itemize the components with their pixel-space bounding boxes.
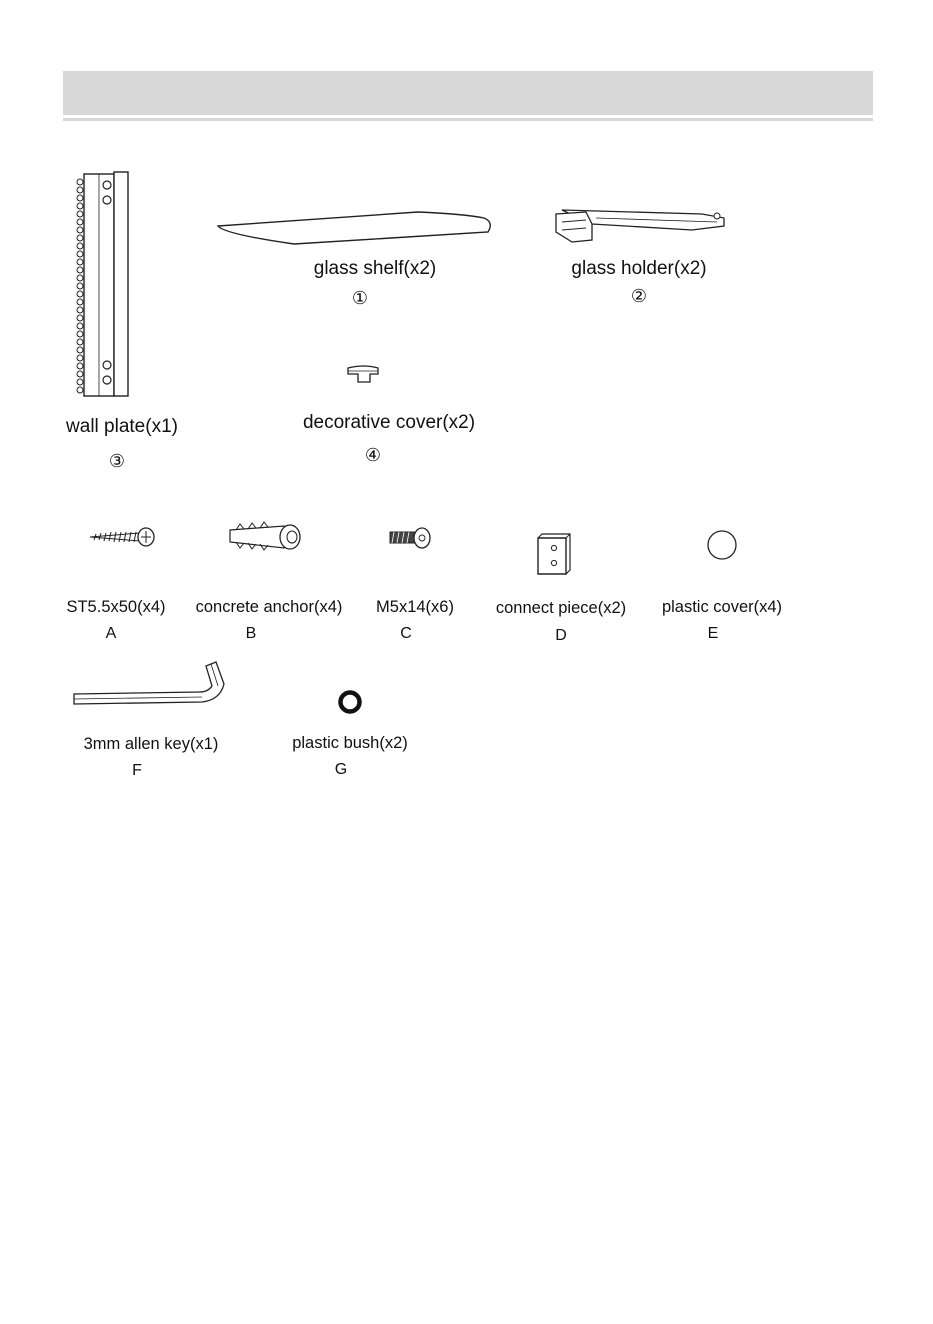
- wall-plate-index: ③: [108, 451, 126, 471]
- decorative-cover-drawing: [344, 362, 384, 386]
- concrete-anchor-label: concrete anchor(x4): [195, 598, 343, 616]
- glass-shelf-label: glass shelf(x2): [313, 258, 437, 279]
- screw-st-label: ST5.5x50(x4): [66, 598, 166, 616]
- wall-plate-label: wall plate(x1): [66, 416, 178, 437]
- section-header-bar: [63, 71, 873, 115]
- screw-st-drawing: [88, 526, 158, 548]
- glass-holder-index: ②: [630, 286, 648, 306]
- allen-key-letter: F: [132, 762, 142, 779]
- concrete-anchor-drawing: [226, 520, 306, 554]
- plastic-cover-letter: E: [707, 625, 719, 642]
- screw-m5-letter: C: [400, 625, 412, 642]
- header-divider: [63, 118, 873, 121]
- plastic-bush-letter: G: [334, 761, 348, 778]
- decorative-cover-label: decorative cover(x2): [302, 412, 476, 433]
- plastic-cover-label: plastic cover(x4): [661, 598, 783, 616]
- glass-shelf-index: ①: [351, 288, 369, 308]
- screw-st-letter: A: [105, 625, 117, 642]
- allen-key-drawing: [72, 660, 232, 710]
- glass-holder-label: glass holder(x2): [571, 258, 707, 279]
- plastic-bush-label: plastic bush(x2): [292, 734, 408, 752]
- connect-piece-letter: D: [555, 627, 567, 644]
- glass-holder-drawing: [552, 204, 730, 246]
- concrete-anchor-letter: B: [245, 625, 257, 642]
- connect-piece-label: connect piece(x2): [495, 599, 627, 617]
- wall-plate-drawing: [74, 170, 138, 402]
- decorative-cover-index: ④: [364, 445, 382, 465]
- glass-shelf-drawing: [214, 208, 494, 248]
- screw-m5-drawing: [388, 526, 434, 550]
- plastic-bush-drawing: [336, 688, 364, 716]
- connect-piece-drawing: [534, 532, 574, 578]
- allen-key-label: 3mm allen key(x1): [83, 735, 219, 753]
- plastic-cover-drawing: [704, 527, 740, 563]
- screw-m5-label: M5x14(x6): [376, 598, 454, 616]
